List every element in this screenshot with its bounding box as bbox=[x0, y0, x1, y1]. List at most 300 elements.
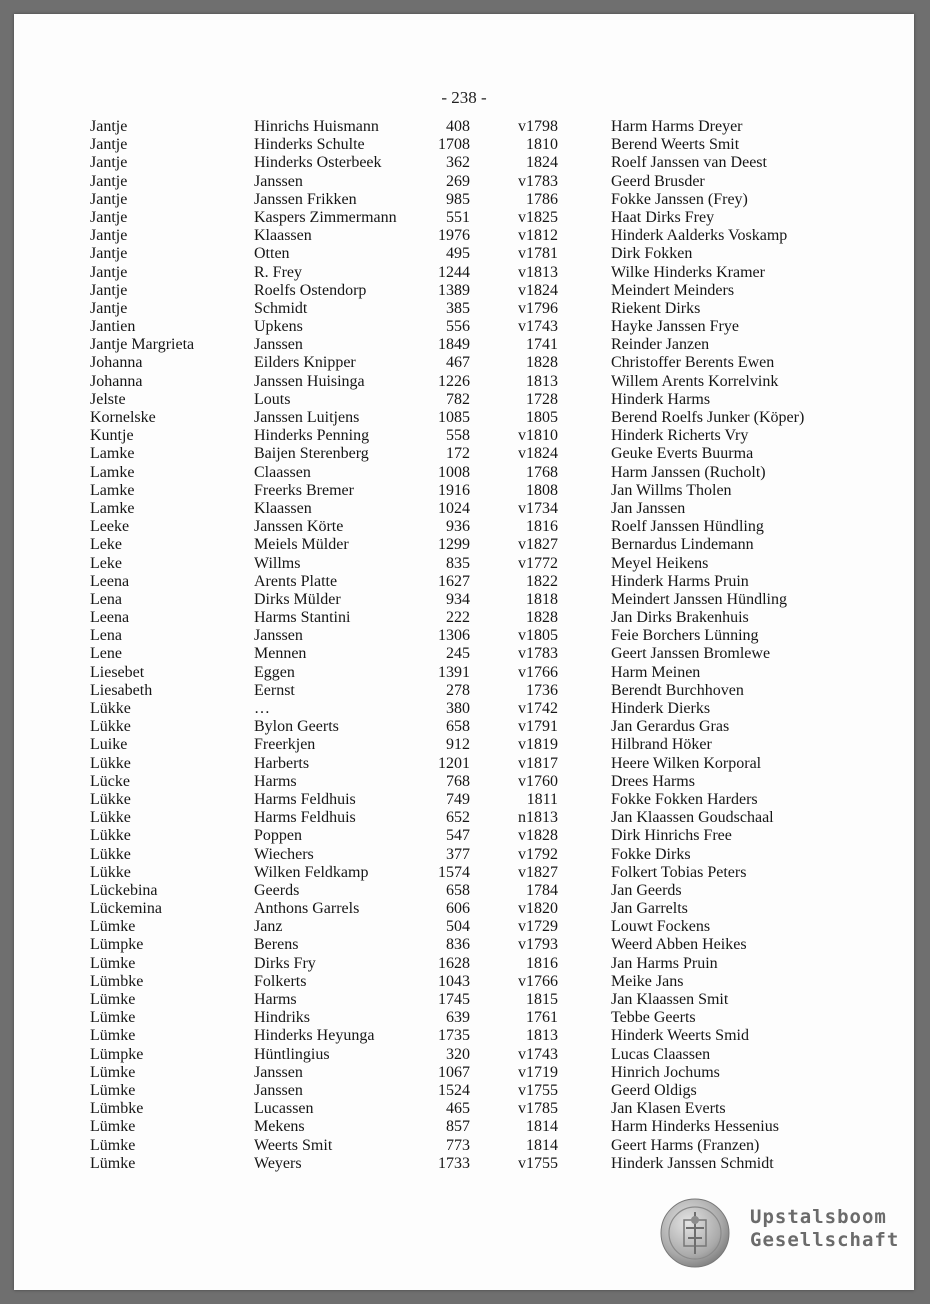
first-name-cell: Jantien bbox=[90, 318, 136, 336]
marriage-year-cell: n1813 bbox=[518, 809, 558, 827]
surname-cell: Berens bbox=[254, 936, 299, 954]
marriage-year-cell: v1742 bbox=[518, 700, 558, 717]
surname-cell: Louts bbox=[254, 390, 291, 408]
surname-cell: Janssen bbox=[254, 172, 303, 190]
spouse-name-cell: Hinderk Aalderks Voskamp bbox=[611, 227, 788, 245]
surname-cell: Schmidt bbox=[254, 299, 308, 317]
first-name-cell: Lamke bbox=[90, 499, 135, 517]
spouse-name-cell: Geerd Oldigs bbox=[611, 1081, 697, 1099]
marriage-year-cell: 1828 bbox=[526, 354, 558, 372]
first-name-cell: Lena bbox=[90, 590, 122, 608]
register-row bbox=[14, 482, 914, 500]
entry-number-cell: 1306 bbox=[438, 627, 470, 645]
spouse-name-cell: Weerd Abben Heikes bbox=[611, 936, 747, 954]
surname-cell: Freerks Bremer bbox=[254, 481, 354, 499]
first-name-cell: Lümke bbox=[90, 954, 136, 972]
entry-number-cell: 377 bbox=[446, 845, 470, 863]
spouse-name-cell: Louwt Fockens bbox=[611, 918, 711, 936]
surname-cell: Hinderks Osterbeek bbox=[254, 154, 382, 172]
spouse-name-cell: Jan Garrelts bbox=[611, 900, 688, 918]
register-row bbox=[14, 409, 914, 427]
register-row bbox=[14, 1082, 914, 1100]
spouse-name-cell: Berendt Burchhoven bbox=[611, 681, 744, 699]
marriage-year-cell: 1786 bbox=[526, 190, 558, 208]
spouse-name-cell: Meindert Janssen Hündling bbox=[611, 590, 787, 608]
register-row bbox=[14, 736, 914, 754]
surname-cell: Upkens bbox=[254, 318, 303, 336]
marriage-year-cell: v1824 bbox=[518, 445, 558, 463]
spouse-name-cell: Folkert Tobias Peters bbox=[611, 863, 747, 881]
register-row bbox=[14, 336, 914, 354]
register-row bbox=[14, 1064, 914, 1082]
entry-number-cell: 385 bbox=[446, 299, 470, 317]
register-row bbox=[14, 118, 914, 136]
surname-cell: Hinderks Penning bbox=[254, 427, 370, 445]
surname-cell: Janssen bbox=[254, 1081, 303, 1099]
entry-number-cell: 556 bbox=[446, 318, 470, 336]
upstalsboom-logo bbox=[660, 1198, 910, 1270]
marriage-year-cell: 1768 bbox=[526, 463, 558, 481]
marriage-year-cell: 1728 bbox=[526, 390, 558, 408]
first-name-cell: Luike bbox=[90, 736, 128, 754]
spouse-name-cell: Fokke Fokken Harders bbox=[611, 790, 758, 808]
entry-number-cell: 1574 bbox=[438, 863, 470, 881]
entry-number-cell: 278 bbox=[446, 681, 470, 699]
first-name-cell: Lükke bbox=[90, 754, 131, 772]
marriage-year-cell: v1781 bbox=[518, 245, 558, 263]
surname-cell: Janssen Körte bbox=[254, 518, 344, 536]
spouse-name-cell: Hinrich Jochums bbox=[611, 1063, 720, 1081]
surname-cell: Hindriks bbox=[254, 1009, 310, 1027]
entry-number-cell: 934 bbox=[446, 590, 470, 608]
entry-number-cell: 1627 bbox=[438, 572, 470, 590]
register-row bbox=[14, 373, 914, 391]
marriage-year-cell: v1812 bbox=[518, 227, 558, 245]
spouse-name-cell: Feie Borchers Lünning bbox=[611, 627, 759, 645]
spouse-name-cell: Haat Dirks Frey bbox=[611, 208, 715, 226]
entry-number-cell: 1524 bbox=[438, 1081, 470, 1099]
first-name-cell: Leke bbox=[90, 554, 122, 572]
surname-cell: Hinrichs Huismann bbox=[254, 118, 379, 135]
entry-number-cell: 658 bbox=[446, 881, 470, 899]
surname-cell: Harms Stantini bbox=[254, 609, 351, 627]
entry-number-cell: 269 bbox=[446, 172, 470, 190]
register-row bbox=[14, 991, 914, 1009]
spouse-name-cell: Geert Janssen Bromlewe bbox=[611, 645, 771, 663]
marriage-year-cell: v1783 bbox=[518, 645, 558, 663]
surname-cell: Dirks Mülder bbox=[254, 590, 341, 608]
spouse-name-cell: Willem Arents Korrelvink bbox=[611, 372, 779, 390]
first-name-cell: Jantje bbox=[90, 281, 128, 299]
register-row bbox=[14, 1155, 914, 1173]
register-row bbox=[14, 918, 914, 936]
entry-number-cell: 551 bbox=[446, 208, 470, 226]
spouse-name-cell: Geerd Brusder bbox=[611, 172, 705, 190]
first-name-cell: Lümke bbox=[90, 991, 136, 1008]
surname-cell: Mekens bbox=[254, 1118, 305, 1136]
entry-number-cell: 836 bbox=[446, 936, 470, 954]
entry-number-cell: 558 bbox=[446, 427, 470, 445]
first-name-cell: Lümpke bbox=[90, 1045, 144, 1063]
first-name-cell: Lümke bbox=[90, 1154, 136, 1172]
marriage-year-cell: v1827 bbox=[518, 536, 558, 554]
first-name-cell: Lükke bbox=[90, 700, 131, 717]
surname-cell: Otten bbox=[254, 245, 290, 263]
entry-number-cell: 1745 bbox=[438, 991, 470, 1008]
logo-text bbox=[750, 1206, 899, 1252]
entry-number-cell: 1976 bbox=[438, 227, 470, 245]
marriage-year-cell: v1766 bbox=[518, 972, 558, 990]
marriage-year-cell: v1766 bbox=[518, 663, 558, 681]
entry-number-cell: 652 bbox=[446, 809, 470, 827]
marriage-year-cell: 1815 bbox=[526, 991, 558, 1008]
marriage-year-cell: v1760 bbox=[518, 772, 558, 790]
spouse-name-cell: Drees Harms bbox=[611, 772, 695, 790]
register-row bbox=[14, 700, 914, 718]
surname-cell: Hinderks Schulte bbox=[254, 136, 365, 154]
entry-number-cell: 1226 bbox=[438, 372, 470, 390]
surname-cell: … bbox=[254, 700, 270, 717]
register-row bbox=[14, 573, 914, 591]
register-row bbox=[14, 591, 914, 609]
surname-cell: Janz bbox=[254, 918, 283, 936]
first-name-cell: Jantje bbox=[90, 227, 128, 245]
surname-cell: Janssen bbox=[254, 627, 303, 645]
surname-cell: Freerkjen bbox=[254, 736, 316, 754]
first-name-cell: Lücke bbox=[90, 772, 130, 790]
entry-number-cell: 467 bbox=[446, 354, 470, 372]
spouse-name-cell: Jan Klasen Everts bbox=[611, 1100, 726, 1118]
marriage-year-cell: 1818 bbox=[526, 590, 558, 608]
entry-number-cell: 495 bbox=[446, 245, 470, 263]
first-name-cell: Lückebina bbox=[90, 881, 158, 899]
spouse-name-cell: Hinderk Richerts Vry bbox=[611, 427, 749, 445]
spouse-name-cell: Hinderk Dierks bbox=[611, 700, 711, 717]
marriage-year-cell: v1817 bbox=[518, 754, 558, 772]
surname-cell: Eilders Knipper bbox=[254, 354, 356, 372]
surname-cell: Mennen bbox=[254, 645, 307, 663]
register-row bbox=[14, 864, 914, 882]
marriage-year-cell: v1772 bbox=[518, 554, 558, 572]
surname-cell: Willms bbox=[254, 554, 301, 572]
surname-cell: Harberts bbox=[254, 754, 310, 772]
document-page bbox=[14, 14, 914, 1290]
first-name-cell: Johanna bbox=[90, 372, 143, 390]
first-name-cell: Lümke bbox=[90, 1009, 136, 1027]
first-name-cell: Leena bbox=[90, 609, 130, 627]
entry-number-cell: 245 bbox=[446, 645, 470, 663]
surname-cell: Dirks Fry bbox=[254, 954, 316, 972]
spouse-name-cell: Hilbrand Höker bbox=[611, 736, 712, 754]
register-row bbox=[14, 427, 914, 445]
register-row bbox=[14, 154, 914, 172]
register-row bbox=[14, 518, 914, 536]
marriage-year-cell: v1791 bbox=[518, 718, 558, 736]
marriage-year-cell: v1743 bbox=[518, 318, 558, 336]
marriage-year-cell: v1729 bbox=[518, 918, 558, 936]
register-row bbox=[14, 882, 914, 900]
entry-number-cell: 1733 bbox=[438, 1154, 470, 1172]
marriage-year-cell: 1811 bbox=[526, 790, 558, 808]
spouse-name-cell: Hinderk Harms Pruin bbox=[611, 572, 749, 590]
entry-number-cell: 835 bbox=[446, 554, 470, 572]
entry-number-cell: 936 bbox=[446, 518, 470, 536]
spouse-name-cell: Wilke Hinderks Kramer bbox=[611, 263, 765, 281]
spouse-name-cell: Hinderk Harms bbox=[611, 390, 711, 408]
surname-cell: Klaassen bbox=[254, 499, 312, 517]
spouse-name-cell: Harm Meinen bbox=[611, 663, 701, 681]
register-row bbox=[14, 609, 914, 627]
register-row bbox=[14, 627, 914, 645]
first-name-cell: Jantje Margrieta bbox=[90, 336, 195, 354]
register-row bbox=[14, 755, 914, 773]
surname-cell: Kaspers Zimmermann bbox=[254, 208, 397, 226]
entry-number-cell: 985 bbox=[446, 190, 470, 208]
marriage-year-cell: v1793 bbox=[518, 936, 558, 954]
entry-number-cell: 912 bbox=[446, 736, 470, 754]
register-row bbox=[14, 846, 914, 864]
first-name-cell: Jantje bbox=[90, 136, 128, 154]
first-name-cell: Liesabeth bbox=[90, 681, 153, 699]
marriage-register-list bbox=[14, 118, 914, 1173]
spouse-name-cell: Harm Janssen (Rucholt) bbox=[611, 463, 766, 481]
marriage-year-cell: v1719 bbox=[518, 1063, 558, 1081]
marriage-year-cell: v1810 bbox=[518, 427, 558, 445]
first-name-cell: Johanna bbox=[90, 354, 143, 372]
spouse-name-cell: Jan Klaassen Goudschaal bbox=[611, 809, 774, 827]
surname-cell: Harms Feldhuis bbox=[254, 790, 356, 808]
first-name-cell: Lümke bbox=[90, 1027, 136, 1045]
entry-number-cell: 1389 bbox=[438, 281, 470, 299]
marriage-year-cell: 1824 bbox=[526, 154, 558, 172]
spouse-name-cell: Reinder Janzen bbox=[611, 336, 710, 354]
register-row bbox=[14, 464, 914, 482]
first-name-cell: Lamke bbox=[90, 481, 135, 499]
first-name-cell: Jantje bbox=[90, 190, 128, 208]
spouse-name-cell: Meindert Meinders bbox=[611, 281, 735, 299]
entry-number-cell: 768 bbox=[446, 772, 470, 790]
marriage-year-cell: 1736 bbox=[526, 681, 558, 699]
logo-text-line-2: Gesellschaft bbox=[750, 1229, 900, 1251]
register-row bbox=[14, 500, 914, 518]
register-row bbox=[14, 354, 914, 372]
entry-number-cell: 658 bbox=[446, 718, 470, 736]
surname-cell: Baijen Sterenberg bbox=[254, 445, 369, 463]
logo-text-line-1: Upstalsboom bbox=[750, 1206, 887, 1228]
register-row bbox=[14, 791, 914, 809]
spouse-name-cell: Christoffer Berents Ewen bbox=[611, 354, 775, 372]
first-name-cell: Jantje bbox=[90, 299, 128, 317]
surname-cell: Arents Platte bbox=[254, 572, 338, 590]
surname-cell: Bylon Geerts bbox=[254, 718, 339, 736]
spouse-name-cell: Lucas Claassen bbox=[611, 1045, 711, 1063]
register-row bbox=[14, 264, 914, 282]
entry-number-cell: 1008 bbox=[438, 463, 470, 481]
marriage-year-cell: v1743 bbox=[518, 1045, 558, 1063]
spouse-name-cell: Geuke Everts Buurma bbox=[611, 445, 754, 463]
entry-number-cell: 606 bbox=[446, 900, 470, 918]
marriage-year-cell: 1816 bbox=[526, 518, 558, 536]
spouse-name-cell: Bernardus Lindemann bbox=[611, 536, 754, 554]
first-name-cell: Lümke bbox=[90, 1118, 136, 1136]
first-name-cell: Jelste bbox=[90, 390, 126, 408]
spouse-name-cell: Meike Jans bbox=[611, 972, 684, 990]
marriage-year-cell: 1784 bbox=[526, 881, 558, 899]
marriage-year-cell: 1813 bbox=[526, 1027, 558, 1045]
register-row bbox=[14, 391, 914, 409]
spouse-name-cell: Berend Roelfs Junker (Köper) bbox=[611, 409, 805, 426]
marriage-year-cell: v1755 bbox=[518, 1081, 558, 1099]
register-row bbox=[14, 1118, 914, 1136]
surname-cell: Janssen bbox=[254, 1063, 303, 1081]
first-name-cell: Lükke bbox=[90, 845, 131, 863]
register-row bbox=[14, 809, 914, 827]
entry-number-cell: 1628 bbox=[438, 954, 470, 972]
first-name-cell: Leke bbox=[90, 536, 122, 554]
spouse-name-cell: Jan Harms Pruin bbox=[611, 954, 718, 972]
first-name-cell: Lükke bbox=[90, 809, 131, 827]
surname-cell: Meiels Mülder bbox=[254, 536, 349, 554]
entry-number-cell: 1299 bbox=[438, 536, 470, 554]
marriage-year-cell: v1819 bbox=[518, 736, 558, 754]
register-row bbox=[14, 664, 914, 682]
marriage-year-cell: v1734 bbox=[518, 499, 558, 517]
entry-number-cell: 380 bbox=[446, 700, 470, 717]
surname-cell: Janssen bbox=[254, 336, 303, 354]
entry-number-cell: 1849 bbox=[438, 336, 470, 354]
first-name-cell: Lene bbox=[90, 645, 122, 663]
register-row bbox=[14, 936, 914, 954]
entry-number-cell: 749 bbox=[446, 790, 470, 808]
entry-number-cell: 172 bbox=[446, 445, 470, 463]
entry-number-cell: 857 bbox=[446, 1118, 470, 1136]
first-name-cell: Kuntje bbox=[90, 427, 134, 445]
register-row bbox=[14, 645, 914, 663]
register-row bbox=[14, 1009, 914, 1027]
entry-number-cell: 1201 bbox=[438, 754, 470, 772]
spouse-name-cell: Dirk Fokken bbox=[611, 245, 693, 263]
spouse-name-cell: Jan Klaassen Smit bbox=[611, 991, 729, 1008]
marriage-year-cell: v1798 bbox=[518, 118, 558, 135]
first-name-cell: Jantje bbox=[90, 172, 128, 190]
marriage-year-cell: 1741 bbox=[526, 336, 558, 354]
entry-number-cell: 1708 bbox=[438, 136, 470, 154]
first-name-cell: Lümbke bbox=[90, 1100, 144, 1118]
entry-number-cell: 1391 bbox=[438, 663, 470, 681]
first-name-cell: Lümke bbox=[90, 1136, 136, 1154]
marriage-year-cell: v1827 bbox=[518, 863, 558, 881]
entry-number-cell: 1735 bbox=[438, 1027, 470, 1045]
entry-number-cell: 408 bbox=[446, 118, 470, 135]
surname-cell: R. Frey bbox=[254, 263, 302, 281]
first-name-cell: Leeke bbox=[90, 518, 130, 536]
register-row bbox=[14, 318, 914, 336]
first-name-cell: Lükke bbox=[90, 790, 131, 808]
spouse-name-cell: Roelf Janssen van Deest bbox=[611, 154, 767, 172]
marriage-year-cell: v1824 bbox=[518, 281, 558, 299]
marriage-year-cell: v1825 bbox=[518, 208, 558, 226]
page-number: - 238 - bbox=[441, 88, 487, 107]
marriage-year-cell: 1813 bbox=[526, 372, 558, 390]
first-name-cell: Leena bbox=[90, 572, 130, 590]
entry-number-cell: 782 bbox=[446, 390, 470, 408]
first-name-cell: Jantje bbox=[90, 245, 128, 263]
first-name-cell: Lena bbox=[90, 627, 122, 645]
entry-number-cell: 1043 bbox=[438, 972, 470, 990]
entry-number-cell: 773 bbox=[446, 1136, 470, 1154]
spouse-name-cell: Harm Harms Dreyer bbox=[611, 118, 743, 135]
first-name-cell: Liesebet bbox=[90, 663, 145, 681]
surname-cell: Janssen Huisinga bbox=[254, 372, 365, 390]
register-row bbox=[14, 191, 914, 209]
register-row bbox=[14, 955, 914, 973]
spouse-name-cell: Hayke Janssen Frye bbox=[611, 318, 739, 336]
spouse-name-cell: Jan Dirks Brakenhuis bbox=[611, 609, 749, 627]
marriage-year-cell: v1783 bbox=[518, 172, 558, 190]
register-row bbox=[14, 1046, 914, 1064]
marriage-year-cell: 1808 bbox=[526, 481, 558, 499]
surname-cell: Harms Feldhuis bbox=[254, 809, 356, 827]
surname-cell: Weyers bbox=[254, 1154, 302, 1172]
spouse-name-cell: Jan Janssen bbox=[611, 499, 686, 517]
marriage-year-cell: v1792 bbox=[518, 845, 558, 863]
surname-cell: Wiechers bbox=[254, 845, 314, 863]
first-name-cell: Kornelske bbox=[90, 409, 156, 426]
surname-cell: Eggen bbox=[254, 663, 295, 681]
marriage-year-cell: v1796 bbox=[518, 299, 558, 317]
spouse-name-cell: Harm Hinderks Hessenius bbox=[611, 1118, 779, 1136]
spouse-name-cell: Meyel Heikens bbox=[611, 554, 709, 572]
surname-cell: Janssen Luitjens bbox=[254, 409, 360, 426]
first-name-cell: Lümke bbox=[90, 1081, 136, 1099]
register-row bbox=[14, 1027, 914, 1045]
first-name-cell: Lümke bbox=[90, 1063, 136, 1081]
marriage-year-cell: 1805 bbox=[526, 409, 558, 426]
first-name-cell: Lükke bbox=[90, 863, 131, 881]
spouse-name-cell: Fokke Janssen (Frey) bbox=[611, 190, 748, 208]
spouse-name-cell: Dirk Hinrichs Free bbox=[611, 827, 732, 845]
surname-cell: Lucassen bbox=[254, 1100, 314, 1118]
entry-number-cell: 465 bbox=[446, 1100, 470, 1118]
spouse-name-cell: Roelf Janssen Hündling bbox=[611, 518, 764, 536]
marriage-year-cell: v1820 bbox=[518, 900, 558, 918]
register-row bbox=[14, 209, 914, 227]
marriage-year-cell: 1814 bbox=[526, 1136, 558, 1154]
surname-cell: Hüntlingius bbox=[254, 1045, 330, 1063]
spouse-name-cell: Berend Weerts Smit bbox=[611, 136, 740, 154]
marriage-year-cell: 1810 bbox=[526, 136, 558, 154]
entry-number-cell: 547 bbox=[446, 827, 470, 845]
entry-number-cell: 1085 bbox=[438, 409, 470, 426]
register-row bbox=[14, 300, 914, 318]
marriage-year-cell: v1755 bbox=[518, 1154, 558, 1172]
spouse-name-cell: Heere Wilken Korporal bbox=[611, 754, 762, 772]
surname-cell: Eernst bbox=[254, 681, 295, 699]
first-name-cell: Lükke bbox=[90, 718, 131, 736]
marriage-year-cell: 1822 bbox=[526, 572, 558, 590]
surname-cell: Claassen bbox=[254, 463, 311, 481]
register-row bbox=[14, 445, 914, 463]
marriage-year-cell: 1761 bbox=[526, 1009, 558, 1027]
register-row bbox=[14, 773, 914, 791]
marriage-year-cell: 1816 bbox=[526, 954, 558, 972]
marriage-year-cell: v1828 bbox=[518, 827, 558, 845]
register-row bbox=[14, 718, 914, 736]
spouse-name-cell: Tebbe Geerts bbox=[611, 1009, 696, 1027]
entry-number-cell: 222 bbox=[446, 609, 470, 627]
first-name-cell: Lümbke bbox=[90, 972, 144, 990]
spouse-name-cell: Hinderk Janssen Schmidt bbox=[611, 1154, 774, 1172]
